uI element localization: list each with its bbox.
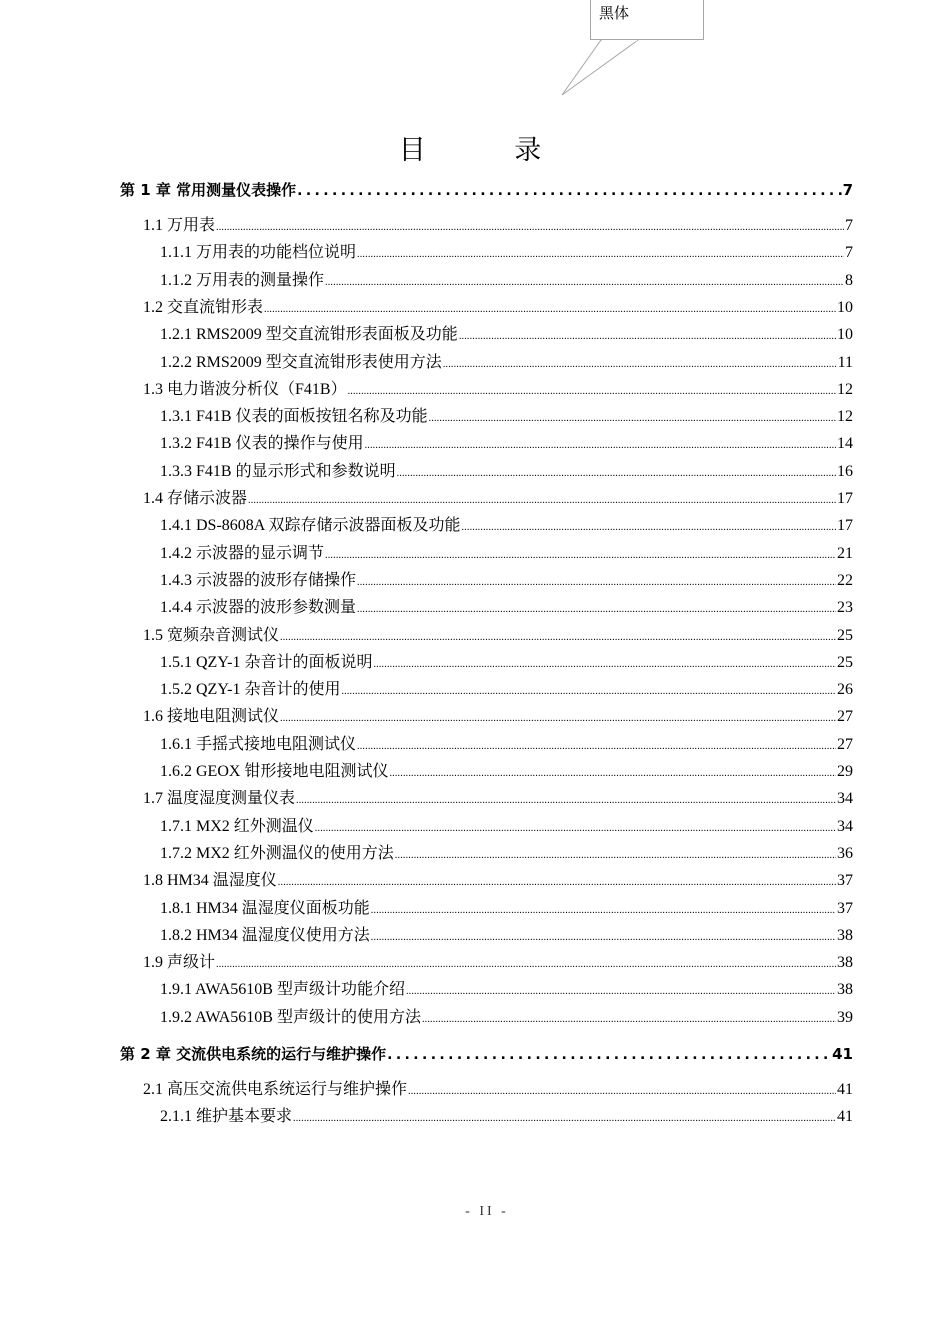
toc-dot-leader [443,355,837,371]
toc-dot-leader [371,901,836,917]
toc-dot-leader [348,382,836,398]
toc-entry-page-number: 7 [845,244,853,262]
toc-entry-label: 1.6 接地电阻测试仪 [143,708,280,726]
toc-dot-leader [315,819,836,835]
toc-subsection-entry[interactable] [160,434,853,454]
toc-entry-page-number: 41 [832,1044,853,1063]
toc-dot-leader [459,327,836,343]
toc-entry-page-number: 38 [837,954,853,972]
toc-dot-leader [278,873,836,889]
toc-section-entry[interactable] [143,298,853,318]
toc-entry-page-number: 11 [837,353,853,371]
toc-dot-leader [387,1045,831,1063]
toc-entry-page-number: 41 [837,1080,853,1098]
toc-entry-page-number: 25 [837,653,853,671]
toc-subsection-entry[interactable] [160,762,853,782]
toc-entry-page-number: 7 [842,181,853,199]
toc-dot-leader [357,573,836,589]
toc-entry-label: 1.3.3 F41B 的显示形式和参数说明 [160,462,396,480]
toc-subsection-entry[interactable] [160,680,853,700]
toc-entry-label: 1.3.2 F41B 仪表的操作与使用 [160,435,364,453]
toc-subsection-entry[interactable] [160,516,853,536]
toc-entry-page-number: 27 [837,708,853,726]
toc-dot-leader [280,628,836,644]
toc-entry-label: 1.5.1 QZY-1 杂音计的面板说明 [160,653,373,671]
toc-entry-page-number: 7 [845,217,853,234]
toc-dot-leader [216,218,844,234]
toc-dot-leader [357,600,836,616]
toc-chapter-entry[interactable] [120,180,853,200]
toc-subsection-entry[interactable] [160,544,853,564]
toc-section-entry[interactable] [143,626,853,646]
toc-dot-leader [264,300,836,316]
toc-entry-label: 第 1 章 常用测量仪表操作 [120,181,297,199]
toc-subsection-entry[interactable] [160,844,853,864]
toc-entry-label: 1.3 电力谐波分析仪（F41B） [143,380,347,398]
toc-entry-page-number: 29 [837,763,853,780]
toc-dot-leader [293,1109,836,1125]
toc-entry-page-number: 34 [837,817,853,835]
toc-subsection-entry[interactable] [160,571,853,591]
toc-entry-label: 1.6.2 GEOX 钳形接地电阻测试仪 [160,763,389,780]
toc-entry-page-number: 10 [837,326,853,344]
toc-entry-label: 1.4.4 示波器的波形参数测量 [160,599,357,617]
toc-entry-page-number: 27 [837,735,853,753]
toc-entry-label: 1.9 声级计 [143,954,216,972]
toc-entry-label: 1.8.1 HM34 温湿度仪面板功能 [160,899,370,917]
toc-subsection-entry[interactable] [160,271,853,291]
toc-entry-label: 2.1 高压交流供电系统运行与维护操作 [143,1080,408,1098]
toc-entry-label: 1.1.2 万用表的测量操作 [160,271,325,289]
toc-dot-leader [296,791,836,807]
callout-tail [0,0,950,110]
toc-entry-page-number: 37 [837,899,853,917]
toc-entry-page-number: 17 [837,517,853,535]
toc-entry-page-number: 16 [837,462,853,480]
toc-dot-leader [248,491,836,507]
toc-subsection-entry[interactable] [160,980,853,1000]
toc-entry-label: 1.7.2 MX2 红外测温仪的使用方法 [160,844,394,862]
toc-section-entry[interactable] [143,707,853,727]
toc-entry-label: 1.9.2 AWA5610B 型声级计的使用方法 [160,1008,421,1026]
toc-entry-page-number: 36 [837,844,853,862]
toc-entry-label: 1.9.1 AWA5610B 型声级计功能介绍 [160,981,405,999]
toc-entry-label: 1.1 万用表 [143,217,216,234]
toc-section-entry[interactable] [143,871,853,891]
toc-section-entry[interactable] [143,489,853,509]
toc-entry-label: 1.8 HM34 温湿度仪 [143,872,277,890]
toc-chapter-entry[interactable] [120,1044,853,1064]
toc-entry-page-number: 10 [837,298,853,316]
toc-subsection-entry[interactable] [160,407,853,427]
toc-entry-label: 1.4.3 示波器的波形存储操作 [160,571,357,589]
toc-entry-page-number: 21 [837,544,853,562]
toc-entry-label: 1.5.2 QZY-1 杂音计的使用 [160,681,341,699]
toc-subsection-entry[interactable] [160,735,853,755]
toc-entry-page-number: 38 [837,981,853,999]
toc-entry-label: 1.4 存储示波器 [143,490,248,507]
toc-dot-leader [365,436,836,452]
toc-entry-page-number: 25 [837,626,853,644]
toc-entry-page-number: 26 [837,681,853,699]
toc-dot-leader [429,409,836,425]
toc-entry-page-number: 8 [845,271,853,289]
toc-entry-label: 1.7 温度湿度测量仪表 [143,790,296,808]
toc-entry-label: 1.6.1 手摇式接地电阻测试仪 [160,735,357,753]
toc-dot-leader [406,982,836,998]
toc-dot-leader [389,764,836,780]
toc-subsection-entry[interactable] [160,817,853,837]
toc-entry-label: 1.3.1 F41B 仪表的面板按钮名称及功能 [160,408,428,426]
toc-entry-page-number: 34 [837,790,853,808]
toc-entry-page-number: 39 [837,1008,853,1026]
toc-entry-page-number: 23 [837,599,853,617]
toc-dot-leader [341,682,836,698]
toc-dot-leader [461,518,836,534]
toc-section-entry[interactable] [143,380,853,400]
toc-dot-leader [397,464,836,480]
toc-dot-leader [371,928,836,944]
toc-entry-page-number: 17 [837,490,853,507]
toc-subsection-entry[interactable] [160,1107,853,1127]
toc-dot-leader [408,1082,836,1098]
font-comment-callout [590,0,704,40]
toc-dot-leader [297,181,841,199]
toc-dot-leader [357,245,844,261]
toc-entry-label: 1.7.1 MX2 红外测温仪 [160,817,314,835]
toc-entry-label: 2.1.1 维护基本要求 [160,1108,293,1125]
toc-dot-leader [216,955,836,971]
toc-section-entry[interactable] [143,216,853,236]
toc-subsection-entry[interactable] [160,325,853,345]
toc-entry-page-number: 14 [837,435,853,453]
toc-entry-page-number: 37 [837,872,853,890]
toc-subsection-entry[interactable] [160,462,853,482]
toc-subsection-entry[interactable] [160,598,853,618]
toc-dot-leader [395,846,836,862]
toc-entry-label: 1.4.1 DS-8608A 双踪存储示波器面板及功能 [160,517,461,535]
toc-dot-leader [422,1010,836,1026]
toc-entry-label: 1.2 交直流钳形表 [143,298,264,316]
toc-subsection-entry[interactable] [160,899,853,919]
toc-dot-leader [325,546,836,562]
toc-dot-leader [280,709,836,725]
toc-entry-page-number: 12 [837,408,853,426]
toc-subsection-entry[interactable] [160,243,853,263]
callout-text: 黑体 [599,4,630,22]
toc-entry-label: 第 2 章 交流供电系统的运行与维护操作 [120,1044,387,1063]
toc-section-entry[interactable] [143,953,853,973]
toc-entry-label: 1.1.1 万用表的功能档位说明 [160,244,357,262]
toc-entry-label: 1.8.2 HM34 温湿度仪使用方法 [160,926,370,944]
toc-title: 目 录 [398,135,582,166]
toc-section-entry[interactable] [143,789,853,809]
toc-entry-label: 1.4.2 示波器的显示调节 [160,544,325,562]
toc-entry-page-number: 38 [837,926,853,944]
toc-dot-leader [325,273,844,289]
toc-entry-label: 1.2.1 RMS2009 型交直流钳形表面板及功能 [160,326,458,344]
toc-dot-leader [373,655,836,671]
toc-section-entry[interactable] [143,1080,853,1100]
toc-subsection-entry[interactable] [160,1008,853,1028]
toc-entry-label: 1.5 宽频杂音测试仪 [143,626,280,644]
page-number-footer: - II - [465,1204,509,1219]
toc-entry-page-number: 22 [837,571,853,589]
toc-dot-leader [357,737,836,753]
toc-subsection-entry[interactable] [160,926,853,946]
toc-entry-page-number: 41 [837,1108,853,1125]
toc-entry-page-number: 12 [837,380,853,398]
toc-entry-label: 1.2.2 RMS2009 型交直流钳形表使用方法 [160,353,442,371]
toc-subsection-entry[interactable] [160,653,853,673]
toc-subsection-entry[interactable] [160,353,853,373]
